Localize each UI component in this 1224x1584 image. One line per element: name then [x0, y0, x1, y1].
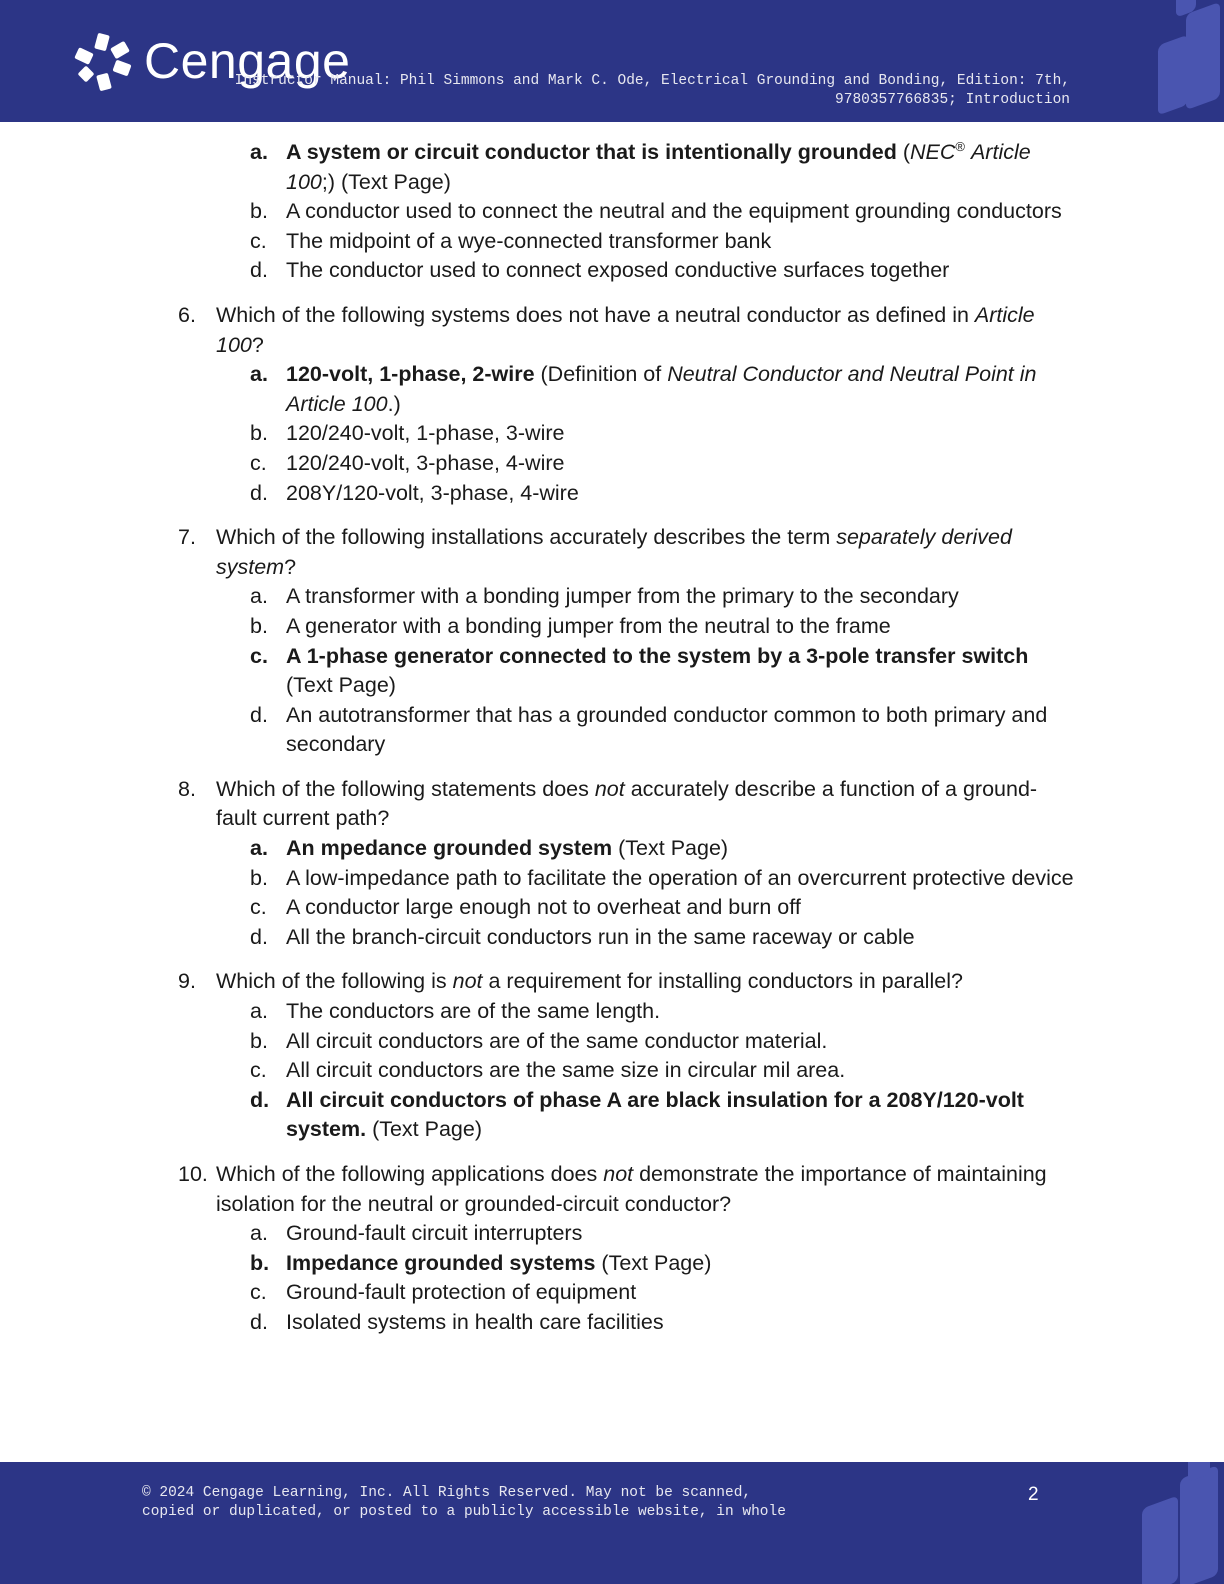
cengage-logo-text: Cengage: [144, 33, 351, 89]
option-10c: c. Ground-fault protection of equipment: [250, 1280, 637, 1305]
option-9b: b. All circuit conductors are of the same conductor material.: [250, 1028, 828, 1053]
option-7c: c. A 1-phase generator connected to the system by a 3-pole transfer switch (Text Page): [250, 643, 1029, 698]
question-10: [0, 1160, 1076, 1338]
header-citation: [110, 72, 1070, 110]
option-8a: a. An mpedance grounded system (Text Page): [250, 836, 729, 861]
header-decoration: [1140, 0, 1224, 122]
option-10a: a. Ground-fault circuit interrupters: [250, 1221, 583, 1246]
option-5c: c. The midpoint of a wye-connected transformer bank: [250, 228, 772, 253]
question-6: [0, 301, 1076, 508]
page-footer: [0, 1462, 1224, 1584]
option-6b: b. 120/240-volt, 1-phase, 3-wire: [250, 421, 565, 446]
option-5b: b. A conductor used to connect the neutral and the equipment grounding conductors: [250, 199, 1062, 224]
question-stem: Which of the following applications does not demonstrate the importance of maintaining isolation for the neutral or grounded-circuit conductor?: [216, 1162, 1047, 1216]
option-9d: d. All circuit conductors of phase A are black insulation for a 208Y/120-volt system. (Text Page): [250, 1087, 1024, 1142]
option-8c: c. A conductor large enough not to overheat and burn off: [250, 895, 801, 920]
option-5d: d. The conductor used to connect exposed conductive surfaces together: [250, 258, 950, 283]
option-9c: c. All circuit conductors are the same size in circular mil area.: [250, 1058, 846, 1083]
option-6d: d. 208Y/120-volt, 3-phase, 4-wire: [250, 480, 579, 505]
option-10d: d. Isolated systems in health care facilities: [250, 1309, 664, 1334]
page-header: [0, 0, 1224, 122]
option-7a: a. A transformer with a bonding jumper from the primary to the secondary: [250, 584, 959, 609]
question-number: 10.: [178, 1162, 208, 1186]
question-stem: Which of the following is not a requirement for installing conductors in parallel?: [216, 969, 963, 994]
question-number: 7.: [178, 525, 196, 550]
question-number: 8.: [178, 776, 196, 801]
option-6a: a. 120-volt, 1-phase, 2-wire (Definition of Neutral Conductor and Neutral Point in Article 100.): [250, 362, 1037, 416]
option-6c: c. 120/240-volt, 3-phase, 4-wire: [250, 450, 565, 475]
quiz-content: [0, 138, 1224, 1353]
question-7: [0, 523, 1076, 760]
question-stem: Which of the following systems does not have a neutral conductor as defined in Article 100?: [216, 302, 1035, 357]
option-5a: a. A system or circuit conductor that is intentionally grounded (NEC® Article 100;) (Text Page): [250, 138, 1031, 194]
option-7d: d. An autotransformer that has a grounded conductor common to both primary and secondary: [250, 702, 1048, 757]
option-10b: b. Impedance grounded systems (Text Page): [250, 1250, 712, 1275]
question-stem: Which of the following installations accurately describes the term separately derived system?: [216, 525, 1012, 579]
header-line-1: Instructor Manual: Phil Simmons and Mark C. Ode, Electrical Grounding and Bonding, Edition: 7th,: [234, 73, 1070, 89]
option-8b: b. A low-impedance path to facilitate the operation of an overcurrent protective device: [250, 865, 1074, 890]
option-7b: b. A generator with a bonding jumper from the neutral to the frame: [250, 613, 891, 638]
question-8: [0, 775, 1076, 953]
question-number: 6.: [178, 302, 196, 327]
option-8d: d. All the branch-circuit conductors run in the same raceway or cable: [250, 924, 915, 949]
option-9a: a. The conductors are of the same length.: [250, 999, 661, 1024]
page-number: 2: [1028, 1484, 1039, 1505]
footer-copyright: © 2024 Cengage Learning, Inc. All Rights Reserved. May not be scanned, copied or duplicated, or posted to a publicly accessible website, in whole: [142, 1485, 786, 1520]
header-line-2: 9780357766835; Introduction: [835, 92, 1070, 108]
question-number: 9.: [178, 969, 196, 994]
question-stem: Which of the following statements does not accurately describe a function of a ground- fault current path?: [216, 776, 1038, 831]
footer-decoration: [1130, 1462, 1224, 1584]
question-5-continued: [0, 138, 1076, 286]
question-9: [0, 967, 1076, 1145]
